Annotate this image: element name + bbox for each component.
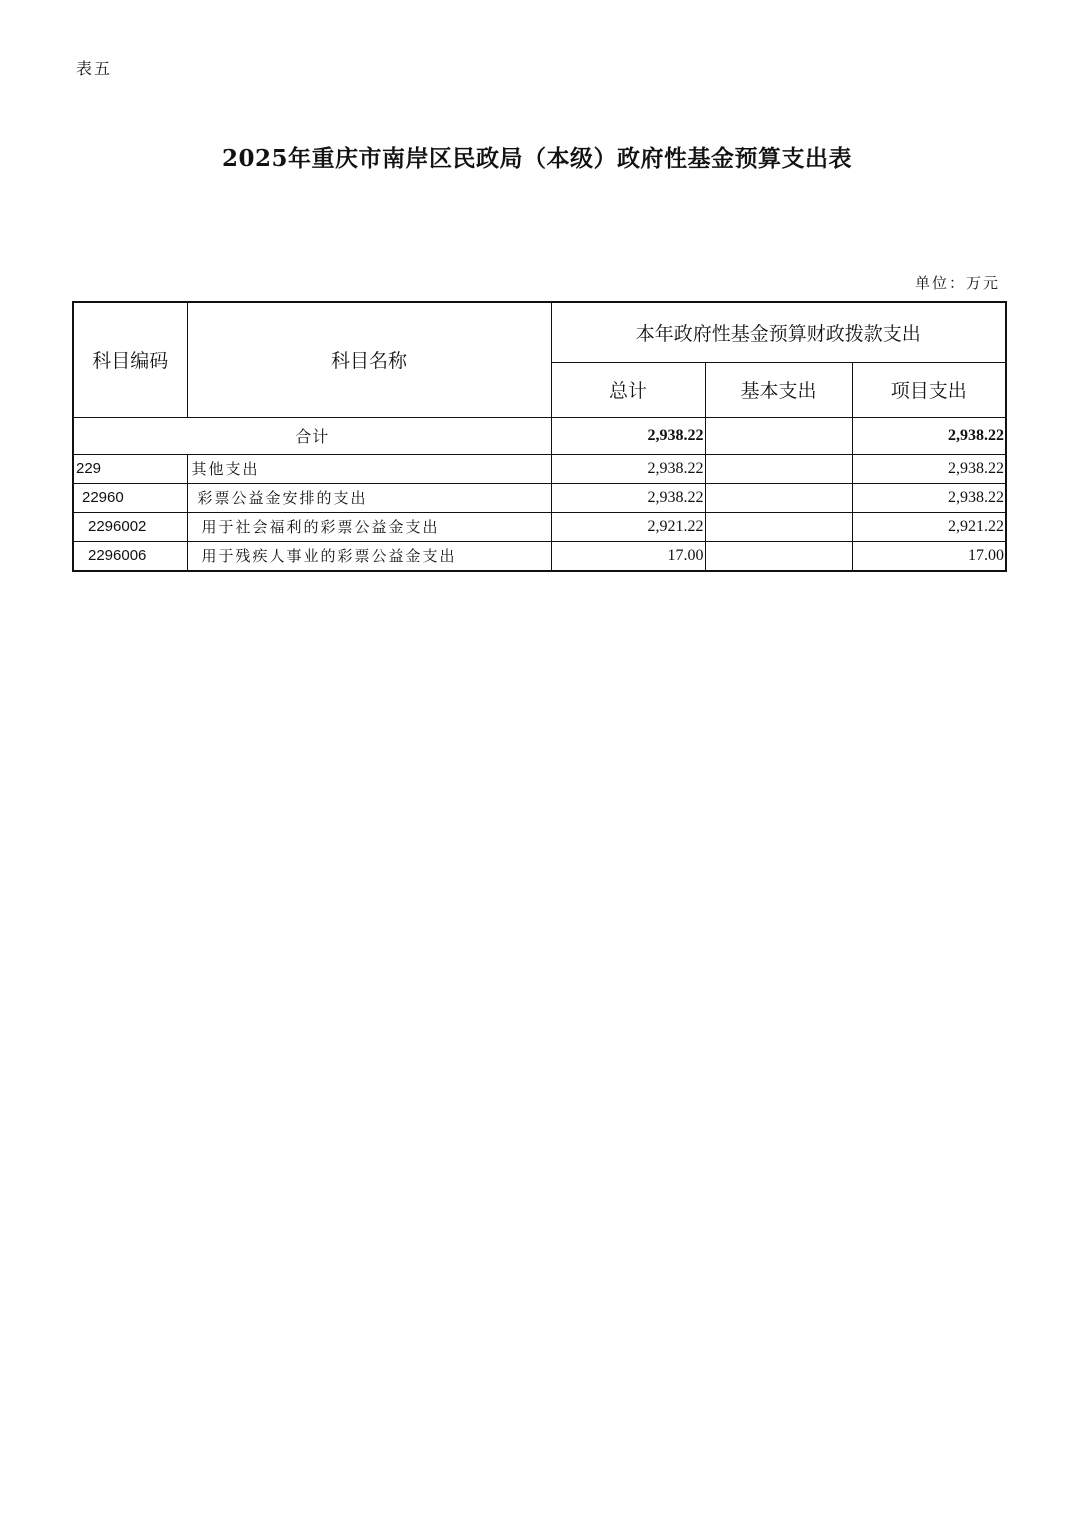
subject-code: 22960: [73, 483, 187, 512]
row-total-amount: 2,938.22: [551, 483, 705, 512]
row-project-amount: 2,938.22: [852, 454, 1006, 483]
row-total-amount: 2,921.22: [551, 512, 705, 541]
row-basic-amount: [705, 483, 852, 512]
header-total: 总计: [551, 362, 705, 417]
budget-table: [72, 301, 1007, 572]
total-project-amount: 2,938.22: [852, 417, 1006, 454]
subject-name: 用于社会福利的彩票公益金支出: [187, 512, 551, 541]
total-amount: 2,938.22: [551, 417, 705, 454]
header-basic-expenditure: 基本支出: [705, 362, 852, 417]
subject-code: 2296006: [73, 541, 187, 571]
table-number: 表五: [76, 59, 113, 78]
total-label: 合计: [73, 417, 551, 454]
table-row: [73, 512, 1006, 541]
row-basic-amount: [705, 512, 852, 541]
header-subject-code: 科目编码: [73, 302, 187, 417]
row-basic-amount: [705, 541, 852, 571]
row-total-amount: 2,938.22: [551, 454, 705, 483]
unit-label: 单位：万元: [914, 274, 1000, 292]
total-basic-amount: [705, 417, 852, 454]
row-project-amount: 2,921.22: [852, 512, 1006, 541]
subject-code: 229: [73, 454, 187, 483]
row-project-amount: 17.00: [852, 541, 1006, 571]
row-total-amount: 17.00: [551, 541, 705, 571]
subject-name: 其他支出: [187, 454, 551, 483]
table-row: [73, 483, 1006, 512]
row-project-amount: 2,938.22: [852, 483, 1006, 512]
subject-name: 彩票公益金安排的支出: [187, 483, 551, 512]
total-row: [73, 417, 1006, 454]
table-row: [73, 541, 1006, 571]
document-title: 2025年重庆市南岸区民政局（本级）政府性基金预算支出表: [221, 145, 852, 172]
header-subject-name: 科目名称: [187, 302, 551, 417]
subject-name: 用于残疾人事业的彩票公益金支出: [187, 541, 551, 571]
subject-code: 2296002: [73, 512, 187, 541]
table-row: [73, 454, 1006, 483]
header-fund-expenditure-group: 本年政府性基金预算财政拨款支出: [551, 302, 1006, 362]
header-project-expenditure: 项目支出: [852, 362, 1006, 417]
row-basic-amount: [705, 454, 852, 483]
